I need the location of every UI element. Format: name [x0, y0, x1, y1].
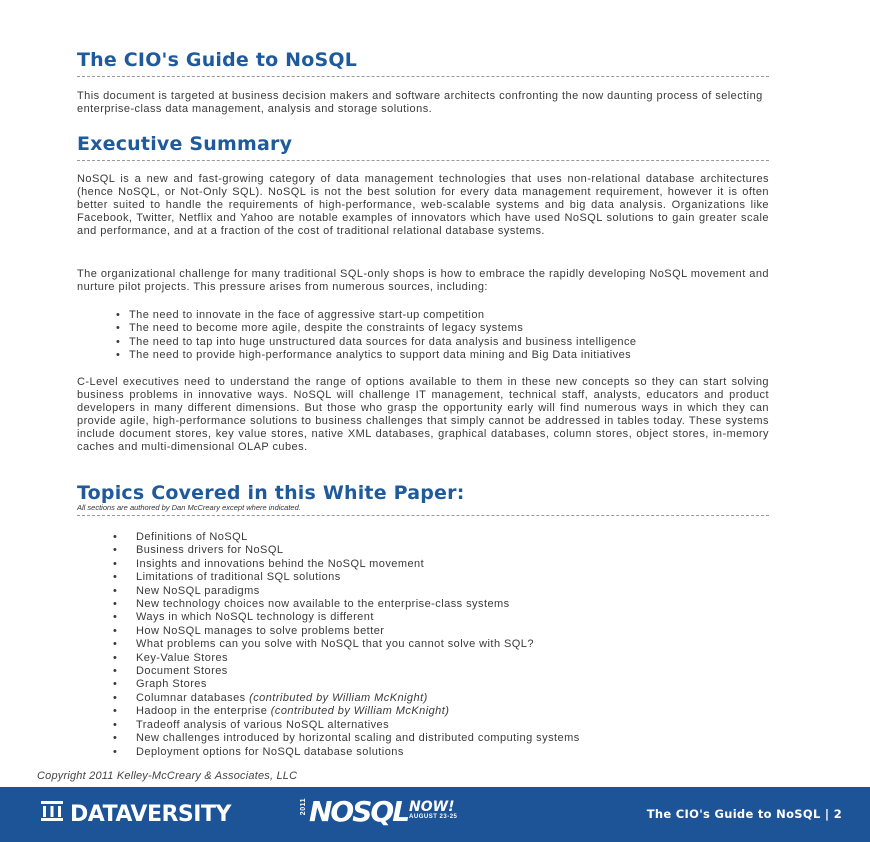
- nosql-dates: AUGUST 23-25: [409, 814, 458, 820]
- copyright-notice: Copyright 2011 Kelley-McCreary & Associates, LLC: [37, 770, 298, 782]
- document-title: The CIO's Guide to NoSQL: [77, 49, 358, 71]
- pillar-icon: [40, 800, 64, 828]
- list-item: • Graph Stores: [112, 678, 580, 691]
- list-item: • Ways in which NoSQL technology is different: [112, 611, 580, 624]
- executive-summary-paragraph-2: The organizational challenge for many traditional SQL-only shops is how to embrace the rapidly developing NoSQL movement and nurture pilot projects. This pressure arises from numerous sources, including:: [77, 268, 769, 294]
- list-item: • The need to become more agile, despite the constraints of legacy systems: [112, 322, 637, 335]
- authorship-note: All sections are authored by Dan McCreary except where indicated.: [77, 503, 301, 512]
- topics-divider: [77, 515, 769, 516]
- list-item: • The need to innovate in the face of aggressive start-up competition: [112, 309, 637, 322]
- list-item: • Columnar databases (contributed by William McKnight): [112, 692, 580, 705]
- nosql-year: 2011: [300, 798, 307, 816]
- topics-heading: Topics Covered in this White Paper:: [77, 482, 465, 504]
- executive-summary-divider: [77, 160, 769, 161]
- list-item: • Definitions of NoSQL: [112, 531, 580, 544]
- list-item: • Key-Value Stores: [112, 652, 580, 665]
- needs-list: [112, 309, 637, 363]
- nosql-wordmark: NOSQL: [309, 795, 409, 828]
- list-item: • The need to provide high-performance analytics to support data mining and Big Data initiatives: [112, 349, 637, 362]
- page-footer: [0, 787, 870, 842]
- executive-summary-paragraph-1: NoSQL is a new and fast-growing category of data management technologies that uses non-relational database architectures (hence NoSQL, or Not-Only SQL). NoSQL is not the best solution for every data management requirement, however it is often better suited to handle the requirements of high-performance, web-scalable systems and big data analysis. Organizations like Facebook, Twitter, Netflix and Yahoo are notable examples of innovators which have used NoSQL solutions to gain greater scale and performance, and at a fraction of the cost of traditional relational database systems.: [77, 173, 769, 238]
- intro-paragraph: This document is targeted at business decision makers and software architects confronting the now daunting process of selecting enterprise-class data management, analysis and storage solutions.: [77, 90, 763, 116]
- list-item: • Tradeoff analysis of various NoSQL alternatives: [112, 719, 580, 732]
- list-item: • Document Stores: [112, 665, 580, 678]
- executive-summary-heading: Executive Summary: [77, 133, 293, 155]
- topics-list: [112, 531, 580, 759]
- list-item: • New NoSQL paradigms: [112, 585, 580, 598]
- contributor-note: (contributed by William McKnight): [249, 691, 428, 704]
- executive-summary-paragraph-3: C-Level executives need to understand the range of options available to them in these new concepts so they can start solving business problems in innovative ways. NoSQL will challenge IT management, technical staff, analysts, educators and product developers in many different dimensions. But those who grasp the opportunity early will find numerous ways in which they can provide agile, high-performance solutions to business challenges that simply cannot be addressed in tables today. These systems include document stores, key value stores, native XML databases, graphical databases, column stores, object stores, in-memory caches and multi-dimensional OLAP cubes.: [77, 376, 769, 454]
- list-item: • Insights and innovations behind the NoSQL movement: [112, 558, 580, 571]
- dataversity-wordmark: DATAVERSITY: [70, 801, 231, 827]
- list-item: • How NoSQL manages to solve problems better: [112, 625, 580, 638]
- list-item: • Limitations of traditional SQL solutions: [112, 571, 580, 584]
- list-item: • New challenges introduced by horizontal scaling and distributed computing systems: [112, 732, 580, 745]
- nosql-now-logo: [300, 795, 458, 828]
- nosql-now-text: NOW!: [409, 799, 455, 815]
- list-item: • Deployment options for NoSQL database solutions: [112, 746, 580, 759]
- list-item: • The need to tap into huge unstructured data sources for data analysis and business intelligence: [112, 336, 637, 349]
- dataversity-logo: [40, 800, 231, 828]
- list-item: • Business drivers for NoSQL: [112, 544, 580, 557]
- title-divider: [77, 76, 769, 77]
- footer-page-label: The CIO's Guide to NoSQL | 2: [646, 807, 842, 821]
- contributor-note: (contributed by William McKnight): [270, 705, 450, 718]
- list-item: • New technology choices now available to the enterprise-class systems: [112, 598, 580, 611]
- list-item: • What problems can you solve with NoSQL that you cannot solve with SQL?: [112, 638, 580, 651]
- list-item: • Hadoop in the enterprise (contributed by William McKnight): [112, 705, 580, 718]
